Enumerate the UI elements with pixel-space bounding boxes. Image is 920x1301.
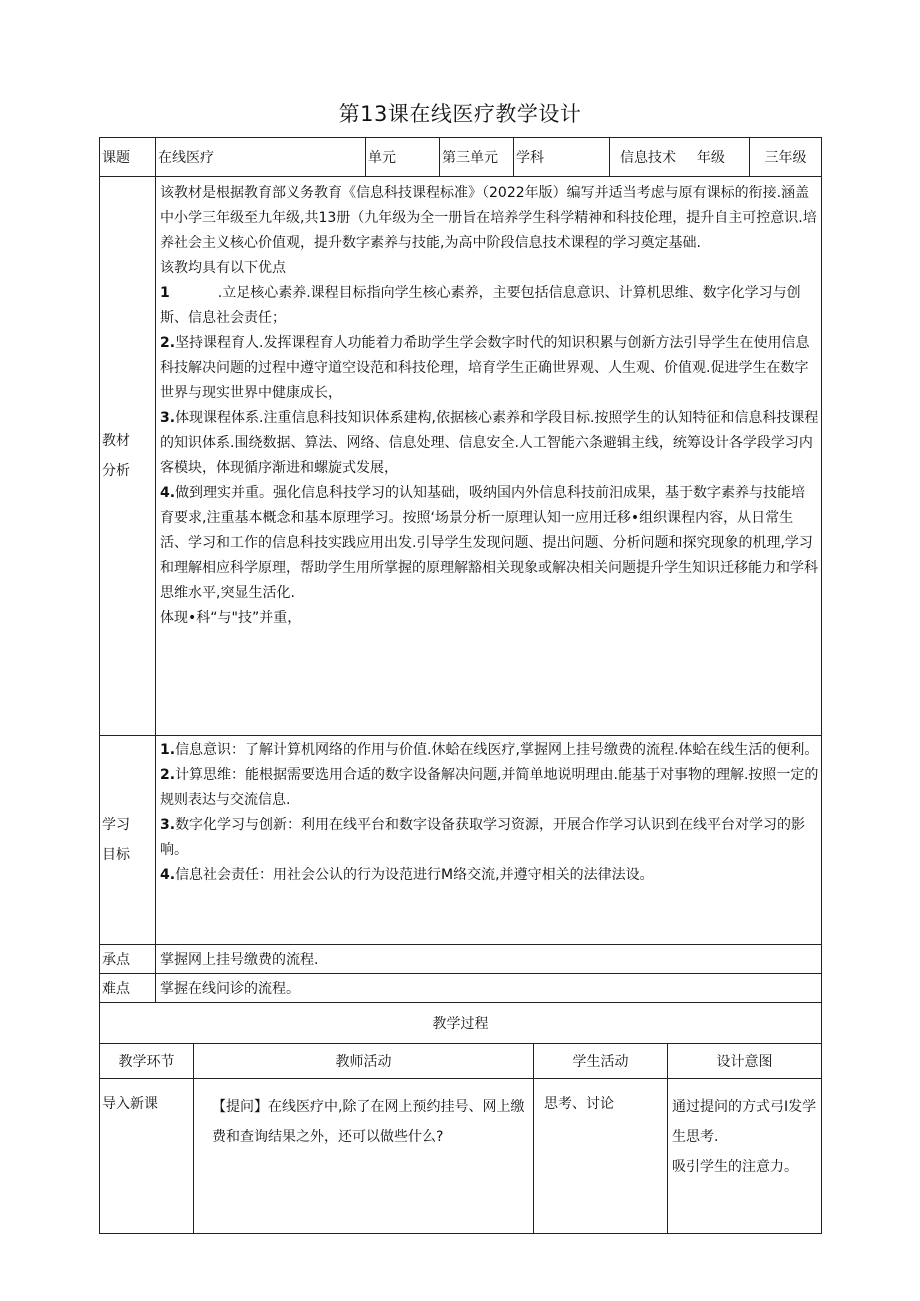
- analysis-item-1: 1 .立足核心素养.课程目标指向学生核心素养，主要包括信息意识、计算机思维、数字化学习与创斯、信息社会责任；: [160, 285, 801, 326]
- analysis-intro: 该教均具有以下优点: [160, 260, 286, 276]
- goal-2: 2.计算思维：能根据需要选用合适的数字设备解决问题,并简单地说明理由.能基于对事物的理解.按照一定的规则表达与交流信息.: [160, 767, 819, 808]
- key-point-row: [100, 945, 822, 974]
- goals-row: [100, 736, 822, 945]
- col-teacher: 教师活动: [194, 1044, 534, 1079]
- col-intent: 设计意图: [668, 1044, 822, 1079]
- unit-value: 第三单元: [440, 138, 514, 177]
- process-intent-1: 通过提问的方式弓I发学生思考.: [672, 1099, 817, 1145]
- analysis-last: 体现•科“与"技”并重，: [160, 610, 302, 626]
- process-header-row: [100, 1044, 822, 1079]
- process-teacher: 【提问】在线医疗中,除了在网上预约挂号、网上缴费和查询结果之外，还可以做些什么?: [212, 1099, 525, 1145]
- analysis-row: [100, 177, 822, 736]
- analysis-para: 该教材是根据教育部义务教育《信息科技课程标准》（2022年版）编写并适当考虑与原有课标的衔接.涵盖中小学三年级至九年级,共13册（九年级为全一册旨在培养学生科学精神和科技伦理，提升自主可控意识.培养社会主义核心价值观，提升数字素养与技能,为高中阶段信息技术课程的学习奠定基础.: [160, 185, 817, 251]
- goals-label: 学习 目标: [102, 817, 130, 863]
- analysis-item-3: 3.体现课程体系.注重信息科技知识体系建构,依据核心素养和学段目标.按照学生的认知特征和信息科技课程的知识体系.围绕数据、算法、网络、信息处理、信息安全.人工智能六条避辑主线，统筹设计各学段学习内客模块，体现循序渐进和螺旋式发展，: [160, 410, 819, 476]
- difficult-point-row: [100, 974, 822, 1003]
- process-stage: 导入新课: [100, 1079, 194, 1234]
- goal-3: 3.数字化学习与创新：利用在线平台和数字设备获取学习资源，开展合作学习认识到在线平台对学习的影响。: [160, 817, 806, 858]
- process-title-row: [100, 1003, 822, 1044]
- analysis-item-4: 4.做到理实并重。强化信息科技学习的认知基础，吸纳国内外信息科技前汨成果，基于数字素养与技能培育要求,注重基本概念和基本原理学习。按照‘场景分析一原理认知一应用迁移•组织课程内容，从日常生活、学习和工作的信息科技实践应用出发.引导学生发现问题、提出问题、分析问题和探究现象的机理,学习和理解相应科学原理，帮助学生用所掌握的原理解豁相关现象或解决相关问题提升学生知识迁移能力和学科思维水平,突显生活化.: [160, 485, 818, 601]
- grade-label: 年级: [696, 150, 725, 166]
- key-point-label: 承点: [100, 945, 156, 974]
- process-intent-2: 吸引学生的注意力。: [672, 1159, 798, 1175]
- unit-label: 单元: [366, 138, 440, 177]
- lesson-plan-table: [99, 137, 822, 1234]
- process-title: 教学过程: [100, 1003, 822, 1044]
- goal-4: 4.信息社会责任：用社会公认的行为设范进行M络交流,并遵守相关的法律法设。: [160, 867, 654, 883]
- analysis-label: 教材 分析: [102, 433, 130, 479]
- topic-value: 在线医疗: [156, 138, 366, 177]
- page-title: 第13课在线医疗教学设计: [338, 102, 582, 126]
- process-row: [100, 1079, 822, 1234]
- analysis-item-2: 2.坚持课程育人.发挥课程育人功能着力希助学生学会数字时代的知识积累与创新方法引导学生在使用信息科技解决问题的过程中遵守道空设范和科技伦理，培育学生正确世界观、人生观、价值观.促进学生在数字世界与现实世界中健康成长，: [160, 335, 810, 401]
- header-row: [100, 138, 822, 177]
- goal-1: 1.信息意识：了解计算机网络的作用与价值.休蛤在线医疗,掌握网上挂号缴费的流程.体蛤在线生活的便利。: [160, 742, 819, 758]
- col-stage: 教学环节: [100, 1044, 194, 1079]
- difficult-point-value: 掌握在线问诊的流程。: [156, 974, 822, 1003]
- topic-label: 课题: [100, 138, 156, 177]
- process-student: 思考、讨论: [534, 1079, 668, 1234]
- col-student: 学生活动: [534, 1044, 668, 1079]
- difficult-point-label: 难点: [100, 974, 156, 1003]
- grade-value: 三年级: [750, 138, 822, 177]
- subject-value: 信息技术: [620, 150, 676, 166]
- key-point-value: 掌握网上挂号缴费的流程.: [156, 945, 822, 974]
- subject-label: 学科: [514, 138, 610, 177]
